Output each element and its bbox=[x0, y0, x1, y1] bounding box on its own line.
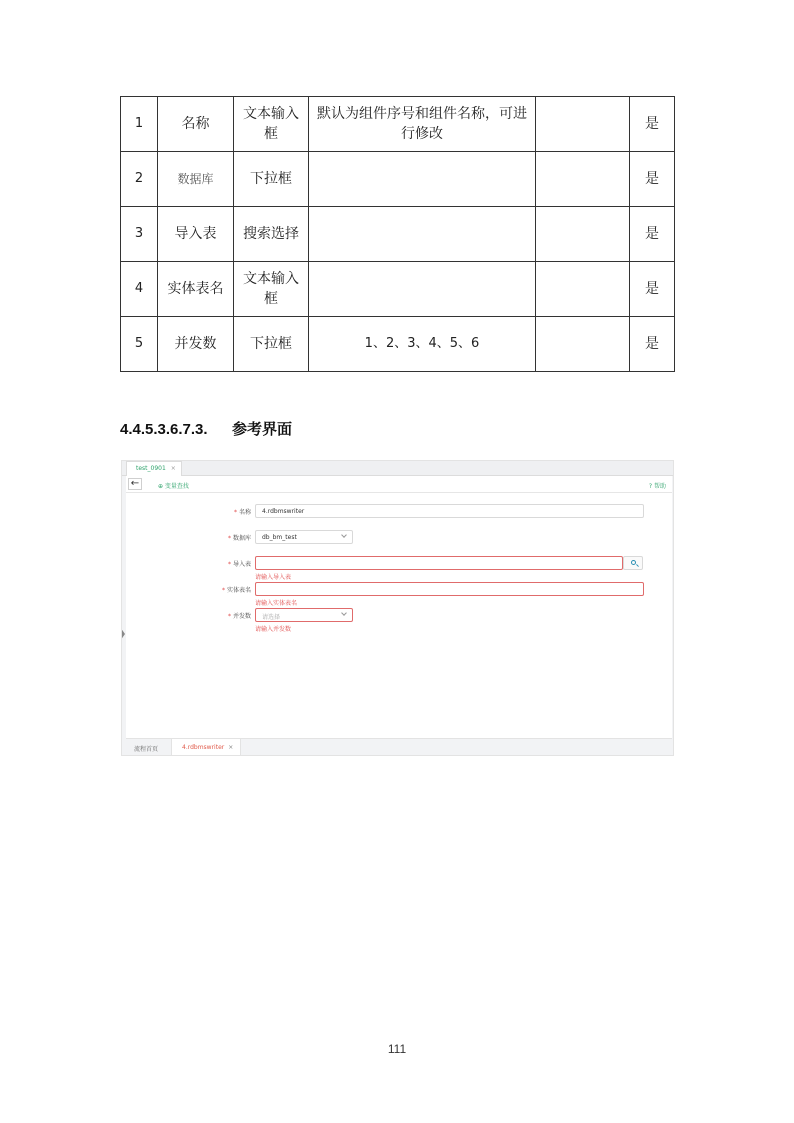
concurrency-error: 请输入并发数 bbox=[255, 626, 292, 633]
import-table-input[interactable] bbox=[255, 556, 623, 570]
section-number: 4.4.5.3.6.7.3. bbox=[120, 421, 208, 438]
row-description bbox=[309, 262, 536, 317]
section-title: 参考界面 bbox=[232, 420, 293, 438]
row-required: 是 bbox=[630, 207, 675, 262]
database-label: * 数据库 bbox=[227, 535, 251, 542]
chevron-down-icon bbox=[341, 532, 347, 538]
row-required: 是 bbox=[630, 97, 675, 152]
row-index: 5 bbox=[121, 317, 158, 372]
close-icon[interactable]: × bbox=[170, 465, 176, 472]
row-field-name: 并发数 bbox=[158, 317, 234, 372]
row-required: 是 bbox=[630, 317, 675, 372]
entity-name-error: 请输入实体表名 bbox=[255, 600, 298, 607]
variable-find-button[interactable]: ⊕ 变量查找 bbox=[158, 483, 189, 490]
row-field-type: 文本输入框 bbox=[234, 262, 309, 317]
expand-arrow-icon[interactable] bbox=[121, 627, 125, 641]
help-button[interactable]: ? 帮助 bbox=[648, 483, 666, 490]
search-icon bbox=[631, 560, 636, 565]
tab-rdbmswriter[interactable]: 4.rdbmswriter × bbox=[171, 739, 241, 756]
row-extra bbox=[536, 152, 630, 207]
row-field-name: 名称 bbox=[158, 97, 234, 152]
section-heading bbox=[120, 418, 292, 439]
row-index: 4 bbox=[121, 262, 158, 317]
top-tab-bar bbox=[122, 461, 674, 476]
row-index: 1 bbox=[121, 97, 158, 152]
row-extra bbox=[536, 97, 630, 152]
name-input[interactable]: 4.rdbmswriter bbox=[255, 504, 644, 518]
row-field-name: 数据库 bbox=[158, 152, 234, 207]
table-row bbox=[121, 152, 675, 207]
row-field-type: 搜索选择 bbox=[234, 207, 309, 262]
row-description: 1、2、3、4、5、6 bbox=[309, 317, 536, 372]
parameter-table bbox=[120, 96, 675, 372]
row-index: 3 bbox=[121, 207, 158, 262]
reference-screenshot bbox=[121, 460, 674, 756]
bottom-tab-bar bbox=[126, 738, 672, 755]
entity-name-input[interactable] bbox=[255, 582, 644, 596]
chevron-down-icon bbox=[341, 610, 347, 616]
toolbar bbox=[126, 476, 672, 493]
row-extra bbox=[536, 262, 630, 317]
search-button[interactable] bbox=[623, 556, 643, 570]
row-description bbox=[309, 152, 536, 207]
row-extra bbox=[536, 317, 630, 372]
row-required: 是 bbox=[630, 262, 675, 317]
row-field-type: 下拉框 bbox=[234, 152, 309, 207]
table-row bbox=[121, 317, 675, 372]
row-description: 默认为组件序号和组件名称，可进行修改 bbox=[309, 97, 536, 152]
row-field-name: 导入表 bbox=[158, 207, 234, 262]
tab-flow-home[interactable]: 流程首页 bbox=[134, 746, 159, 753]
concurrency-select[interactable]: 请选择 bbox=[255, 608, 353, 622]
row-description bbox=[309, 207, 536, 262]
import-table-error: 请输入导入表 bbox=[255, 574, 292, 581]
row-required: 是 bbox=[630, 152, 675, 207]
table-row bbox=[121, 97, 675, 152]
name-label: * 名称 bbox=[233, 509, 251, 516]
row-field-type: 下拉框 bbox=[234, 317, 309, 372]
import-table-label: * 导入表 bbox=[227, 561, 251, 568]
form-panel bbox=[126, 493, 672, 738]
page-number: 111 bbox=[387, 1042, 407, 1056]
row-extra bbox=[536, 207, 630, 262]
tab-label: test_0901 bbox=[136, 465, 166, 472]
entity-name-label: * 实体表名 bbox=[221, 587, 251, 594]
concurrency-label: * 并发数 bbox=[227, 613, 251, 620]
back-arrow-icon[interactable]: ← bbox=[128, 478, 142, 490]
close-icon[interactable]: × bbox=[228, 744, 234, 751]
row-field-type: 文本输入框 bbox=[234, 97, 309, 152]
row-field-name: 实体表名 bbox=[158, 262, 234, 317]
table-row bbox=[121, 207, 675, 262]
tab-test-0901[interactable] bbox=[126, 461, 182, 476]
table-row bbox=[121, 262, 675, 317]
database-select[interactable]: db_bm_test bbox=[255, 530, 353, 544]
row-index: 2 bbox=[121, 152, 158, 207]
